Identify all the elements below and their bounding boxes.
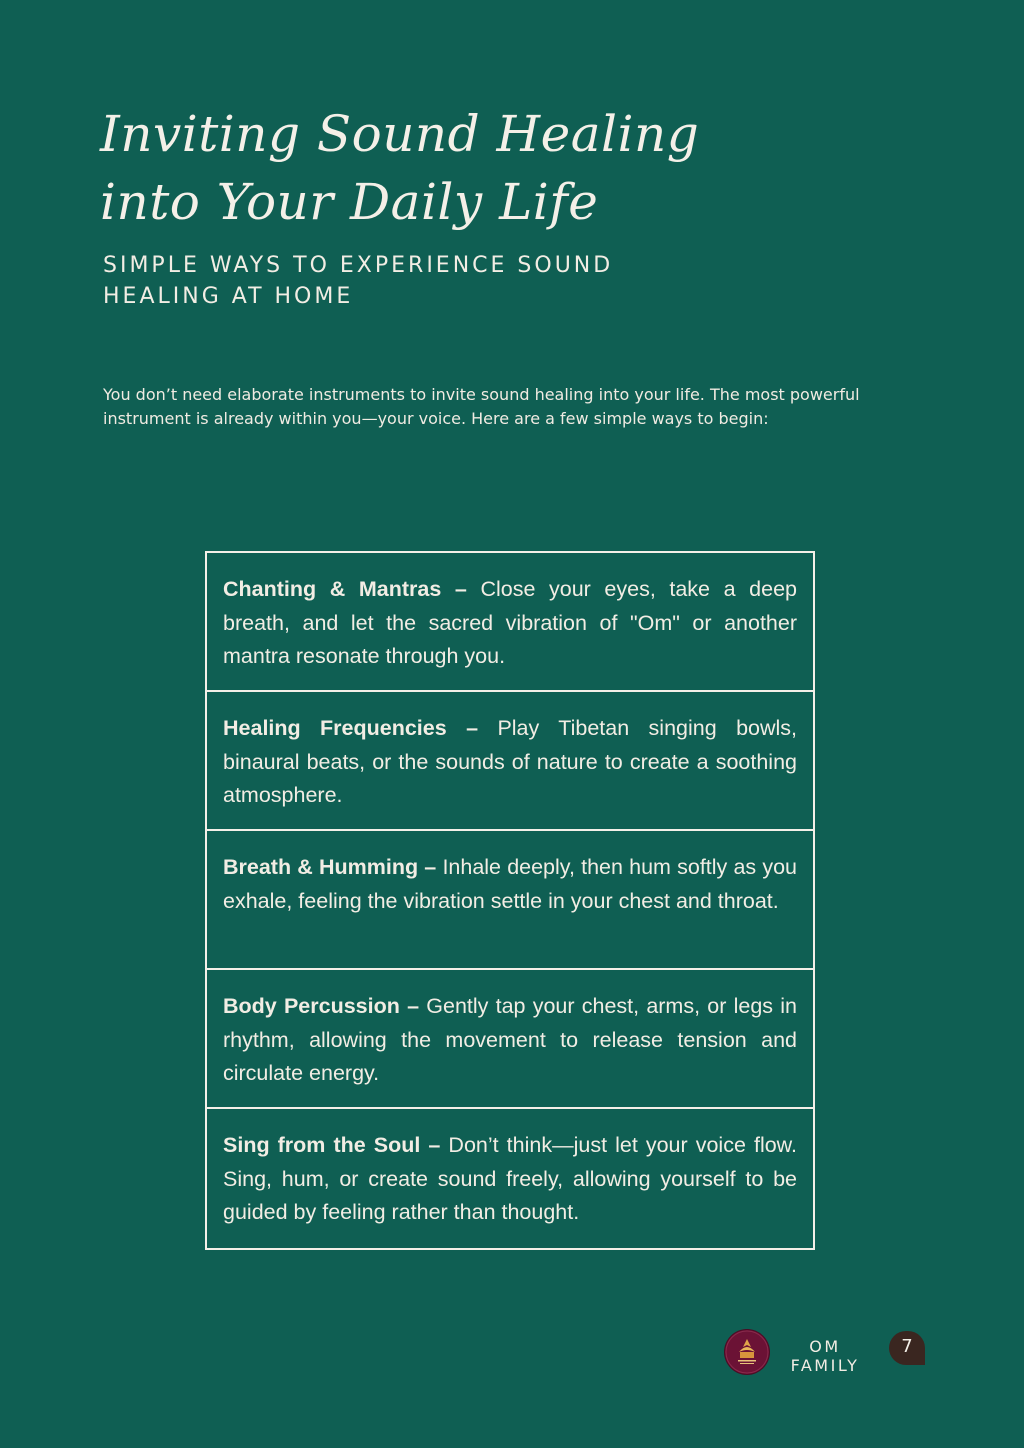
brand-line-1: OM <box>809 1337 841 1356</box>
om-family-logo-icon <box>725 1330 769 1374</box>
practice-text: Close your eyes, take a deep breath, and let the sacred vibration of "Om" or another mantra resonate through you. <box>223 577 797 668</box>
practice-body-percussion <box>207 970 813 1109</box>
page-subtitle <box>103 250 703 312</box>
practice-heading: Chanting & Mantras – <box>223 577 467 601</box>
page-title <box>100 100 740 236</box>
practice-sing-from-soul <box>207 1109 813 1248</box>
subtitle-line-2: HEALING AT HOME <box>103 284 354 309</box>
practice-breath-humming <box>207 831 813 970</box>
practice-text: Inhale deeply, then hum softly as you exhale, feeling the vibration settle in your chest and throat. <box>223 855 798 913</box>
practice-healing-frequencies <box>207 692 813 831</box>
practices-table <box>205 551 815 1250</box>
title-line-1: Inviting Sound Healing <box>100 105 700 163</box>
brand-line-2: FAMILY <box>790 1356 860 1375</box>
practice-chanting-mantras <box>207 553 813 692</box>
practice-text: Gently tap your chest, arms, or legs in rhythm, allowing the movement to release tension and circulate energy. <box>223 994 797 1085</box>
practice-text: Don’t think—just let your voice flow. Sing, hum, or create sound freely, allowing yourself to be guided by feeling rather than thought. <box>223 1133 797 1224</box>
intro-paragraph: You don’t need elaborate instruments to invite sound healing into your life. The most powerful instrument is already within you—your voice. Here are a few simple ways to begin: <box>103 385 860 428</box>
title-line-2: into Your Daily Life <box>100 173 599 231</box>
page-number-badge: 7 <box>889 1331 925 1365</box>
subtitle-line-1: SIMPLE WAYS TO EXPERIENCE SOUND <box>103 253 614 278</box>
practice-heading: Body Percussion – <box>223 994 420 1018</box>
brand-name <box>778 1337 872 1375</box>
practice-heading: Healing Frequencies – <box>223 716 479 740</box>
practice-heading: Breath & Humming – <box>223 855 437 879</box>
practice-text: Play Tibetan singing bowls, binaural beats, or the sounds of nature to create a soothing atmosphere. <box>223 716 798 807</box>
practice-heading: Sing from the Soul – <box>223 1133 441 1157</box>
